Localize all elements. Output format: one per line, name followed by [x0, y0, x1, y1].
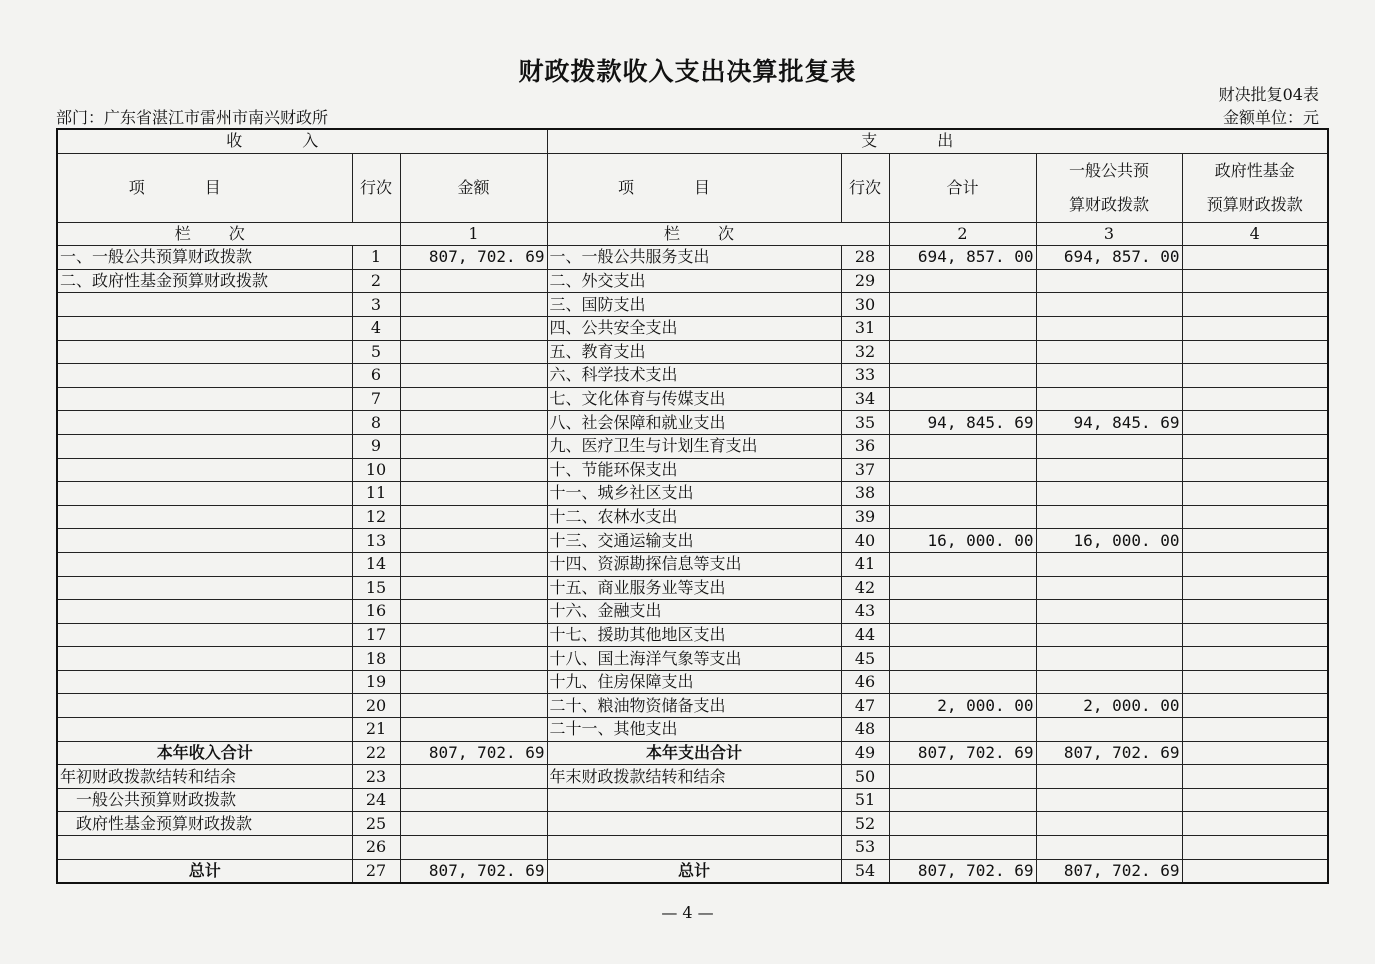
- income-item: [57, 505, 352, 529]
- expense-fund: [1182, 647, 1328, 671]
- table-row: [57, 647, 1328, 671]
- income-amount: [400, 623, 547, 647]
- expense-grand-total-label: 总计: [547, 859, 841, 883]
- income-general-label: 一般公共预算财政拨款: [57, 788, 352, 812]
- expense-total: [889, 505, 1036, 529]
- expense-fund: [1182, 576, 1328, 600]
- index-4: 4: [1182, 222, 1328, 246]
- expense-item: 二十一、其他支出: [547, 718, 841, 742]
- expense-row-no: 47: [841, 694, 889, 718]
- income-row-no: 20: [352, 694, 400, 718]
- expense-total: [889, 788, 1036, 812]
- expense-subtotal-label: 本年支出合计: [547, 741, 841, 765]
- income-amount: [400, 788, 547, 812]
- income-amount: [400, 765, 547, 789]
- expense-total: [889, 670, 1036, 694]
- income-item: [57, 576, 352, 600]
- income-row-no: 24: [352, 788, 400, 812]
- expense-item: 十五、商业服务业等支出: [547, 576, 841, 600]
- income-row-no: 18: [352, 647, 400, 671]
- income-item: 一、一般公共预算财政拨款: [57, 246, 352, 270]
- income-row-no: 27: [352, 859, 400, 883]
- index-1: 1: [400, 222, 547, 246]
- expense-fund: [1182, 246, 1328, 270]
- expense-general: 807, 702. 69: [1036, 741, 1182, 765]
- carryover-general-row: [57, 788, 1328, 812]
- expense-item: 一、一般公共服务支出: [547, 246, 841, 270]
- expense-item: 四、公共安全支出: [547, 316, 841, 340]
- income-item: [57, 434, 352, 458]
- expense-general: [1036, 387, 1182, 411]
- fund-budget-header-line1: 政府性基金: [1214, 160, 1295, 180]
- expense-fund: [1182, 411, 1328, 435]
- income-item: [57, 694, 352, 718]
- table-row: [57, 670, 1328, 694]
- expense-row-no: 35: [841, 411, 889, 435]
- expense-general: [1036, 836, 1182, 860]
- column-header-row: [57, 153, 1328, 222]
- income-row-no: 9: [352, 434, 400, 458]
- expense-fund: [1182, 741, 1328, 765]
- department-line: 部门：广东省湛江市雷州市南兴财政所: [56, 108, 329, 127]
- income-amount: [400, 293, 547, 317]
- expense-item: 十六、金融支出: [547, 600, 841, 624]
- expense-general: [1036, 765, 1182, 789]
- table-row: [57, 600, 1328, 624]
- expense-row-no: 41: [841, 552, 889, 576]
- expense-fund: [1182, 623, 1328, 647]
- expense-row-no: 37: [841, 458, 889, 482]
- expense-fund: [1182, 434, 1328, 458]
- expense-row-no: 40: [841, 529, 889, 553]
- table-row: [57, 269, 1328, 293]
- income-row-no: 23: [352, 765, 400, 789]
- expense-item: [547, 836, 841, 860]
- income-item: [57, 718, 352, 742]
- income-row-no: 25: [352, 812, 400, 836]
- income-row-no: 14: [352, 552, 400, 576]
- expense-general: 694, 857. 00: [1036, 246, 1182, 270]
- expense-header: 支出: [547, 129, 1328, 153]
- expense-general: [1036, 647, 1182, 671]
- income-amount: [400, 552, 547, 576]
- fund-budget-header-line2: 预算财政拨款: [1206, 194, 1303, 214]
- income-amount: [400, 576, 547, 600]
- expense-total: [889, 364, 1036, 388]
- income-row-no: 12: [352, 505, 400, 529]
- income-amount: [400, 340, 547, 364]
- table-row: [57, 340, 1328, 364]
- income-item: [57, 364, 352, 388]
- expense-general: 16, 000. 00: [1036, 529, 1182, 553]
- expense-general: 2, 000. 00: [1036, 694, 1182, 718]
- expense-row-no: 42: [841, 576, 889, 600]
- income-amount-header: 金额: [400, 153, 547, 222]
- expense-fund: [1182, 482, 1328, 506]
- expense-total: [889, 458, 1036, 482]
- expense-total: [889, 600, 1036, 624]
- income-row-no: 16: [352, 600, 400, 624]
- index-3: 3: [1036, 222, 1182, 246]
- income-amount: [400, 812, 547, 836]
- expense-row-no: 46: [841, 670, 889, 694]
- expense-fund: [1182, 694, 1328, 718]
- form-code: 财决批复04表: [1218, 85, 1319, 104]
- expense-general: [1036, 434, 1182, 458]
- income-subtotal-label: 本年收入合计: [57, 741, 352, 765]
- table-row: [57, 434, 1328, 458]
- expense-total: [889, 836, 1036, 860]
- table-row: [57, 411, 1328, 435]
- expense-fund: [1182, 387, 1328, 411]
- general-budget-header-line2: 算财政拨款: [1069, 194, 1150, 214]
- table-row: [57, 718, 1328, 742]
- income-fund-label: 政府性基金预算财政拨款: [57, 812, 352, 836]
- expense-general: [1036, 364, 1182, 388]
- income-item: 二、政府性基金预算财政拨款: [57, 269, 352, 293]
- expense-general: [1036, 340, 1182, 364]
- income-amount: [400, 505, 547, 529]
- expense-fund: [1182, 670, 1328, 694]
- expense-general: [1036, 576, 1182, 600]
- income-row-no: 8: [352, 411, 400, 435]
- income-item: [57, 482, 352, 506]
- expense-fund: [1182, 788, 1328, 812]
- income-amount: [400, 434, 547, 458]
- income-item: [57, 293, 352, 317]
- income-row-no: 7: [352, 387, 400, 411]
- expense-fund: [1182, 269, 1328, 293]
- expense-item: 二十、粮油物资储备支出: [547, 694, 841, 718]
- income-row-no: 1: [352, 246, 400, 270]
- expense-total: [889, 316, 1036, 340]
- expense-item: 十、节能环保支出: [547, 458, 841, 482]
- expense-row-no: 29: [841, 269, 889, 293]
- table-row: [57, 458, 1328, 482]
- expense-row-no: 36: [841, 434, 889, 458]
- income-amount: [400, 316, 547, 340]
- expense-total: [889, 552, 1036, 576]
- fund-budget-header: [1182, 153, 1328, 222]
- expense-row-no: 43: [841, 600, 889, 624]
- expense-general: 807, 702. 69: [1036, 859, 1182, 883]
- expense-item: 七、文化体育与传媒支出: [547, 387, 841, 411]
- expense-item: 八、社会保障和就业支出: [547, 411, 841, 435]
- income-amount: [400, 670, 547, 694]
- income-amount: [400, 529, 547, 553]
- expense-fund: [1182, 505, 1328, 529]
- expense-total: [889, 387, 1036, 411]
- income-amount: [400, 458, 547, 482]
- income-amount: [400, 694, 547, 718]
- expense-fund: [1182, 765, 1328, 789]
- expense-row-no: 32: [841, 340, 889, 364]
- expense-total: 807, 702. 69: [889, 859, 1036, 883]
- table-row: [57, 623, 1328, 647]
- expense-total: 807, 702. 69: [889, 741, 1036, 765]
- income-row-no: 13: [352, 529, 400, 553]
- expense-fund: [1182, 316, 1328, 340]
- expense-row-no: 31: [841, 316, 889, 340]
- table-row: [57, 505, 1328, 529]
- expense-fund: [1182, 812, 1328, 836]
- income-row-no: 3: [352, 293, 400, 317]
- expense-total: [889, 647, 1036, 671]
- appropriation-table: [56, 128, 1329, 884]
- expense-row-no: 54: [841, 859, 889, 883]
- expense-row-no: 50: [841, 765, 889, 789]
- income-row-no: 5: [352, 340, 400, 364]
- income-row-no: 22: [352, 741, 400, 765]
- expense-total: [889, 482, 1036, 506]
- expense-general: [1036, 670, 1182, 694]
- expense-fund: [1182, 718, 1328, 742]
- expense-general: [1036, 812, 1182, 836]
- expense-row-no: 53: [841, 836, 889, 860]
- table-row: [57, 387, 1328, 411]
- table-row: [57, 576, 1328, 600]
- income-item: [57, 529, 352, 553]
- expense-item: 十九、住房保障支出: [547, 670, 841, 694]
- expense-index-label: 栏次: [547, 222, 889, 246]
- expense-row-no: 34: [841, 387, 889, 411]
- income-row-no: 21: [352, 718, 400, 742]
- expense-fund: [1182, 340, 1328, 364]
- expense-total-header: 合计: [889, 153, 1036, 222]
- expense-row-no: 51: [841, 788, 889, 812]
- expense-item-header: 项目: [547, 153, 841, 222]
- income-item: [57, 600, 352, 624]
- expense-row-no-header: 行次: [841, 153, 889, 222]
- income-item: [57, 340, 352, 364]
- expense-item: 六、科学技术支出: [547, 364, 841, 388]
- income-amount: 807, 702. 69: [400, 859, 547, 883]
- expense-general: [1036, 316, 1182, 340]
- expense-row-no: 28: [841, 246, 889, 270]
- expense-row-no: 45: [841, 647, 889, 671]
- income-item: [57, 458, 352, 482]
- page-number: — 4 —: [661, 903, 714, 922]
- expense-total: [889, 718, 1036, 742]
- expense-total: [889, 269, 1036, 293]
- expense-item: 二、外交支出: [547, 269, 841, 293]
- income-amount: [400, 647, 547, 671]
- expense-fund: [1182, 458, 1328, 482]
- income-row-no-header: 行次: [352, 153, 400, 222]
- income-amount: [400, 482, 547, 506]
- income-item: [57, 411, 352, 435]
- income-row-no: 11: [352, 482, 400, 506]
- table-row: [57, 316, 1328, 340]
- amount-unit: 金额单位：元: [1222, 108, 1319, 127]
- expense-total: 94, 845. 69: [889, 411, 1036, 435]
- expense-total: [889, 623, 1036, 647]
- income-item: [57, 552, 352, 576]
- section-header-row: [57, 129, 1328, 153]
- expense-item: 三、国防支出: [547, 293, 841, 317]
- expense-general: [1036, 458, 1182, 482]
- expense-total: [889, 576, 1036, 600]
- income-amount: [400, 269, 547, 293]
- income-row-no: 10: [352, 458, 400, 482]
- table-row: [57, 364, 1328, 388]
- table-row: [57, 246, 1328, 270]
- expense-general: [1036, 623, 1182, 647]
- subtotal-row: [57, 741, 1328, 765]
- expense-item: 十二、农林水支出: [547, 505, 841, 529]
- expense-row-no: 33: [841, 364, 889, 388]
- document-title: 财政拨款收入支出决算批复表: [518, 57, 857, 86]
- expense-general: [1036, 505, 1182, 529]
- expense-row-no: 44: [841, 623, 889, 647]
- expense-item: 五、教育支出: [547, 340, 841, 364]
- expense-fund: [1182, 552, 1328, 576]
- expense-row-no: 39: [841, 505, 889, 529]
- expense-item: 十七、援助其他地区支出: [547, 623, 841, 647]
- column-index-row: [57, 222, 1328, 246]
- expense-fund: [1182, 836, 1328, 860]
- income-row-no: 4: [352, 316, 400, 340]
- income-carryover-label: 年初财政拨款结转和结余: [57, 765, 352, 789]
- expense-item: [547, 788, 841, 812]
- table-row: [57, 694, 1328, 718]
- income-amount: [400, 600, 547, 624]
- expense-general: [1036, 552, 1182, 576]
- expense-row-no: 49: [841, 741, 889, 765]
- expense-total: 16, 000. 00: [889, 529, 1036, 553]
- expense-item: [547, 812, 841, 836]
- expense-row-no: 30: [841, 293, 889, 317]
- income-header: 收入: [57, 129, 547, 153]
- expense-item: 十一、城乡社区支出: [547, 482, 841, 506]
- income-amount: [400, 364, 547, 388]
- expense-fund: [1182, 529, 1328, 553]
- table-row: [57, 482, 1328, 506]
- income-item: [57, 623, 352, 647]
- expense-general: [1036, 269, 1182, 293]
- table-row: [57, 293, 1328, 317]
- expense-row-no: 52: [841, 812, 889, 836]
- income-row-no: 26: [352, 836, 400, 860]
- income-amount: [400, 411, 547, 435]
- index-2: 2: [889, 222, 1036, 246]
- income-row-no: 17: [352, 623, 400, 647]
- income-amount: [400, 718, 547, 742]
- expense-fund: [1182, 600, 1328, 624]
- income-item: [57, 316, 352, 340]
- expense-total: [889, 340, 1036, 364]
- expense-item: 十八、国土海洋气象等支出: [547, 647, 841, 671]
- carryover-row: [57, 765, 1328, 789]
- table-row: [57, 552, 1328, 576]
- grand-total-row: [57, 859, 1328, 883]
- expense-total: [889, 293, 1036, 317]
- income-index-label: 栏次: [57, 222, 400, 246]
- expense-fund: [1182, 364, 1328, 388]
- expense-general: 94, 845. 69: [1036, 411, 1182, 435]
- expense-fund: [1182, 293, 1328, 317]
- income-row-no: 19: [352, 670, 400, 694]
- expense-total: 2, 000. 00: [889, 694, 1036, 718]
- expense-item: 十四、资源勘探信息等支出: [547, 552, 841, 576]
- expense-total: 694, 857. 00: [889, 246, 1036, 270]
- expense-general: [1036, 482, 1182, 506]
- general-budget-header-line1: 一般公共预: [1069, 160, 1150, 180]
- income-row-no: 2: [352, 269, 400, 293]
- income-amount: 807, 702. 69: [400, 741, 547, 765]
- table-row: [57, 529, 1328, 553]
- income-row-no: 15: [352, 576, 400, 600]
- income-item: [57, 647, 352, 671]
- expense-item: 十三、交通运输支出: [547, 529, 841, 553]
- expense-total: [889, 812, 1036, 836]
- expense-general: [1036, 718, 1182, 742]
- expense-row-no: 38: [841, 482, 889, 506]
- income-item: [57, 387, 352, 411]
- expense-general: [1036, 600, 1182, 624]
- expense-general: [1036, 293, 1182, 317]
- expense-item: 九、医疗卫生与计划生育支出: [547, 434, 841, 458]
- income-amount: 807, 702. 69: [400, 246, 547, 270]
- income-item: [57, 836, 352, 860]
- expense-total: [889, 765, 1036, 789]
- income-amount: [400, 836, 547, 860]
- expense-row-no: 48: [841, 718, 889, 742]
- income-item-header: 项目: [57, 153, 352, 222]
- expense-carryover-label: 年末财政拨款结转和结余: [547, 765, 841, 789]
- expense-fund: [1182, 859, 1328, 883]
- general-budget-header: [1036, 153, 1182, 222]
- income-grand-total-label: 总计: [57, 859, 352, 883]
- expense-total: [889, 434, 1036, 458]
- income-item: [57, 670, 352, 694]
- carryover-fund-row: [57, 812, 1328, 836]
- income-amount: [400, 387, 547, 411]
- expense-general: [1036, 788, 1182, 812]
- blank-row: [57, 836, 1328, 860]
- income-row-no: 6: [352, 364, 400, 388]
